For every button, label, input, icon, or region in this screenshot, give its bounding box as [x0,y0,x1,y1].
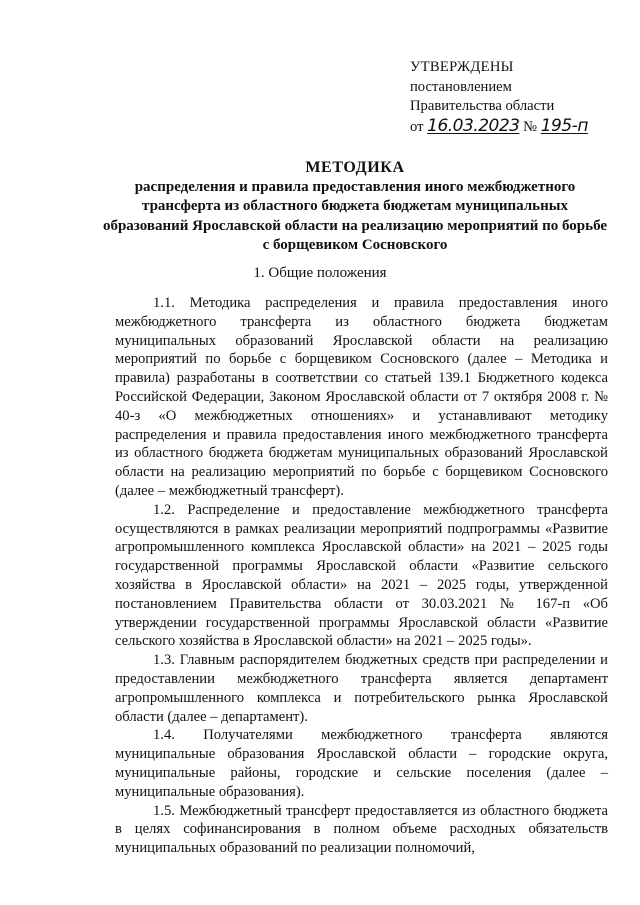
approval-line-1: постановлением [410,78,512,95]
title-subtitle: распределения и правила предоставления иного межбюджетного трансферта из областного бюджета бюджетам муниципальных образований Ярославской области на реализацию мероприятий по борьбе с борщевиком Сосновского [102,178,608,254]
handwritten-date: 16.03.2023 [427,115,520,136]
approval-line-2: Правительства области [410,98,555,114]
handwritten-number: 195-п [540,115,588,136]
approval-heading: УТВЕРЖДЕНЫ [410,59,514,75]
section-heading: 1. Общие положения [253,265,387,281]
document-body [115,294,608,858]
date-prefix: от [410,118,424,135]
paragraph-1-2: 1.2. Распределение и предоставление межбюджетного трансферта осуществляются в рамках реализации мероприятий подпрограммы «Развитие агропромышленного комплекса Ярославской области» на 2021 – 2025 годы государственной программы Ярославской области «Развитие сельского хозяйства в Ярославской области» на 2021 – 2025 годы, утвержденной постановлением Правительства области от 30.03.2021 № 167-п «Об утверждении государственной программы Ярославской области «Развитие сельского хозяйства в Ярославской области» на 2021 – 2025 годы». [115,501,608,650]
paragraph-1-5: 1.5. Межбюджетный трансферт предоставляется из областного бюджета в целях софинансирования в полном объеме расходных обязательств муниципальных образований по реализации полномочий, [115,802,608,857]
approval-date-line [410,117,588,138]
title-main: МЕТОДИКА [305,159,405,176]
number-prefix: № [523,118,538,135]
paragraph-1-4: 1.4. Получателями межбюджетного трансферта являются муниципальные образования Ярославской области – городские округа, муниципальные районы, городские и сельские поселения (далее – муниципальные образования). [115,727,608,800]
paragraph-1-1: 1.1. Методика распределения и правила предоставления иного межбюджетного трансферта из областного бюджета бюджетам муниципальных образований Ярославской области на реализацию мероприятий по борьбе с борщевиком Сосновского (далее – Методика и правила) разработаны в соответствии со статьей 139.1 Бюджетного кодекса Российской Федерации, Законом Ярославской области от 7 октября 2008 г. № 40-з «О межбюджетных отношениях» и устанавливают методику распределения и правила предоставления иного межбюджетного трансферта из областного бюджета бюджетам муниципальных образований Ярославской области на реализацию мероприятий по борьбе с борщевиком Сосновского (далее – межбюджетный трансферт). [115,295,608,499]
document-title [100,158,610,256]
paragraph-1-3: 1.3. Главным распорядителем бюджетных средств при распределении и предоставлении межбюджетного трансферта является департамент агропромышленного комплекса и потребительского рынка Ярославской области (далее – департамент). [115,652,608,725]
approval-block [410,58,588,137]
